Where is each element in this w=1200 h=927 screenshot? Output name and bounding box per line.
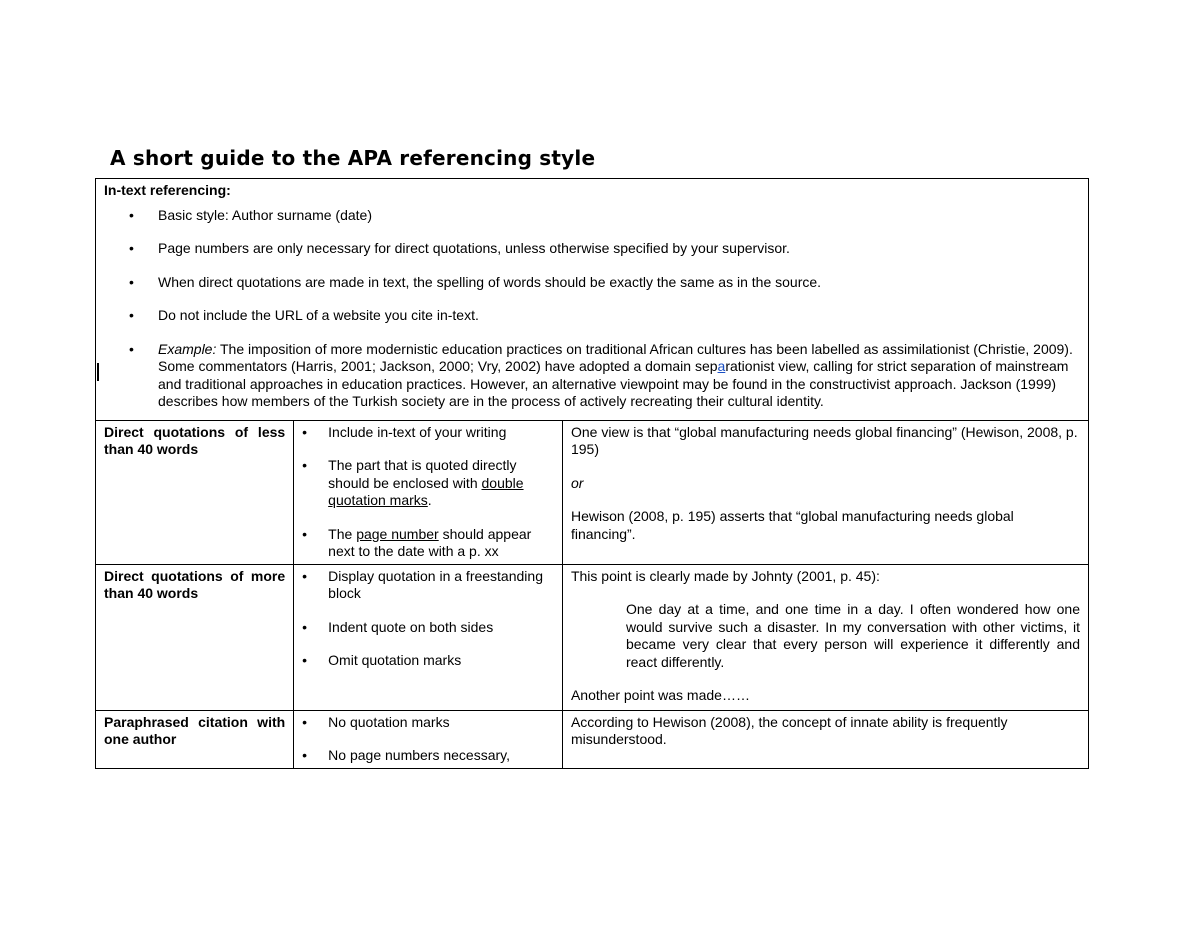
list-item	[328, 526, 554, 561]
table-row	[96, 710, 1089, 768]
or-text	[571, 475, 1080, 493]
example-text: Hewison (2008, p. 195) asserts that “global manufacturing needs global financing”.	[570, 508, 1014, 542]
table-row	[96, 420, 1089, 564]
intext-list	[104, 207, 1080, 411]
text: The part that is quoted directly should be enclosed with	[328, 457, 517, 491]
example-text: Another point was made……	[570, 687, 750, 703]
or-label: or	[570, 474, 584, 491]
rules-list	[302, 568, 554, 670]
rules-cell	[294, 564, 563, 710]
example-text: This point is clearly made by Johnty (2001, p. 45):	[570, 567, 880, 584]
example-text: One view is that “global manufacturing needs global financing” (Hewison, 2008, p. 195)	[570, 423, 1078, 457]
example-text-before: The imposition of more modernistic education practices on traditional African cultures has been labelled as assimilationist (Christie, 2009). Some commentators (Harris, 2001; Jackson, 2000; Vry, 2002) have adopted a domain sep	[158, 340, 1073, 374]
example-item	[158, 341, 1080, 411]
table-row	[96, 564, 1089, 710]
list-item: • No quotation marks	[328, 714, 554, 732]
list-item: • Omit quotation marks	[328, 652, 554, 670]
row-label: Paraphrased citation with one author	[96, 710, 294, 768]
example-cell	[562, 564, 1088, 710]
row-label: Direct quotations of more than 40 words	[96, 564, 294, 710]
example-label: Example:	[158, 340, 217, 357]
hyperlink-letter[interactable]: a	[717, 358, 726, 374]
list-item: • Do not include the URL of a website you cite in-text.	[158, 307, 1080, 325]
underlined-text: double quotation marks	[328, 474, 524, 508]
rules-list	[302, 714, 554, 765]
list-item: • No page numbers necessary,	[328, 747, 554, 765]
list-item: • Basic style: Author surname (date)	[158, 207, 1080, 225]
rules-list	[302, 424, 554, 561]
intext-row	[96, 179, 1089, 421]
list-item	[328, 457, 554, 510]
intext-cell	[96, 179, 1089, 421]
list-item: • Indent quote on both sides	[328, 619, 554, 637]
list-item: • When direct quotations are made in text, the spelling of words should be exactly the same as in the source.	[158, 274, 1080, 292]
example-cell	[562, 710, 1088, 768]
text: should appear next to the date with a p. xx	[328, 525, 532, 559]
underlined-text: page number	[356, 525, 439, 542]
rules-cell	[294, 710, 563, 768]
example-text-after: rationist view, calling for strict separation of mainstream and traditional approaches in education practices. However, an alternative viewpoint may be found in the constructivist approach. Jackson (1999) describes how members of the Turkish society are in the process of actively recreating their cultural identity.	[158, 358, 1069, 409]
apa-guide-table	[95, 178, 1089, 769]
list-item: • Display quotation in a freestanding block	[328, 568, 554, 603]
example-cell	[562, 420, 1088, 564]
text: The	[328, 525, 357, 542]
block-quote: One day at a time, and one time in a day. I often wondered how one would survive such a disaster. In my conversation with other victims, it became very clear that every person will experience it differently and react differently.	[625, 601, 1080, 670]
rules-cell	[294, 420, 563, 564]
text: .	[427, 492, 432, 508]
page-title: A short guide to the APA referencing style	[110, 146, 596, 170]
example-text: According to Hewison (2008), the concept of innate ability is frequently misunderstood.	[570, 713, 1008, 747]
list-item: • Page numbers are only necessary for direct quotations, unless otherwise specified by your supervisor.	[158, 240, 1080, 258]
list-item: • Include in-text of your writing	[328, 424, 554, 442]
intext-heading: In-text referencing:	[104, 182, 231, 198]
row-label: Direct quotations of less than 40 words	[96, 420, 294, 564]
